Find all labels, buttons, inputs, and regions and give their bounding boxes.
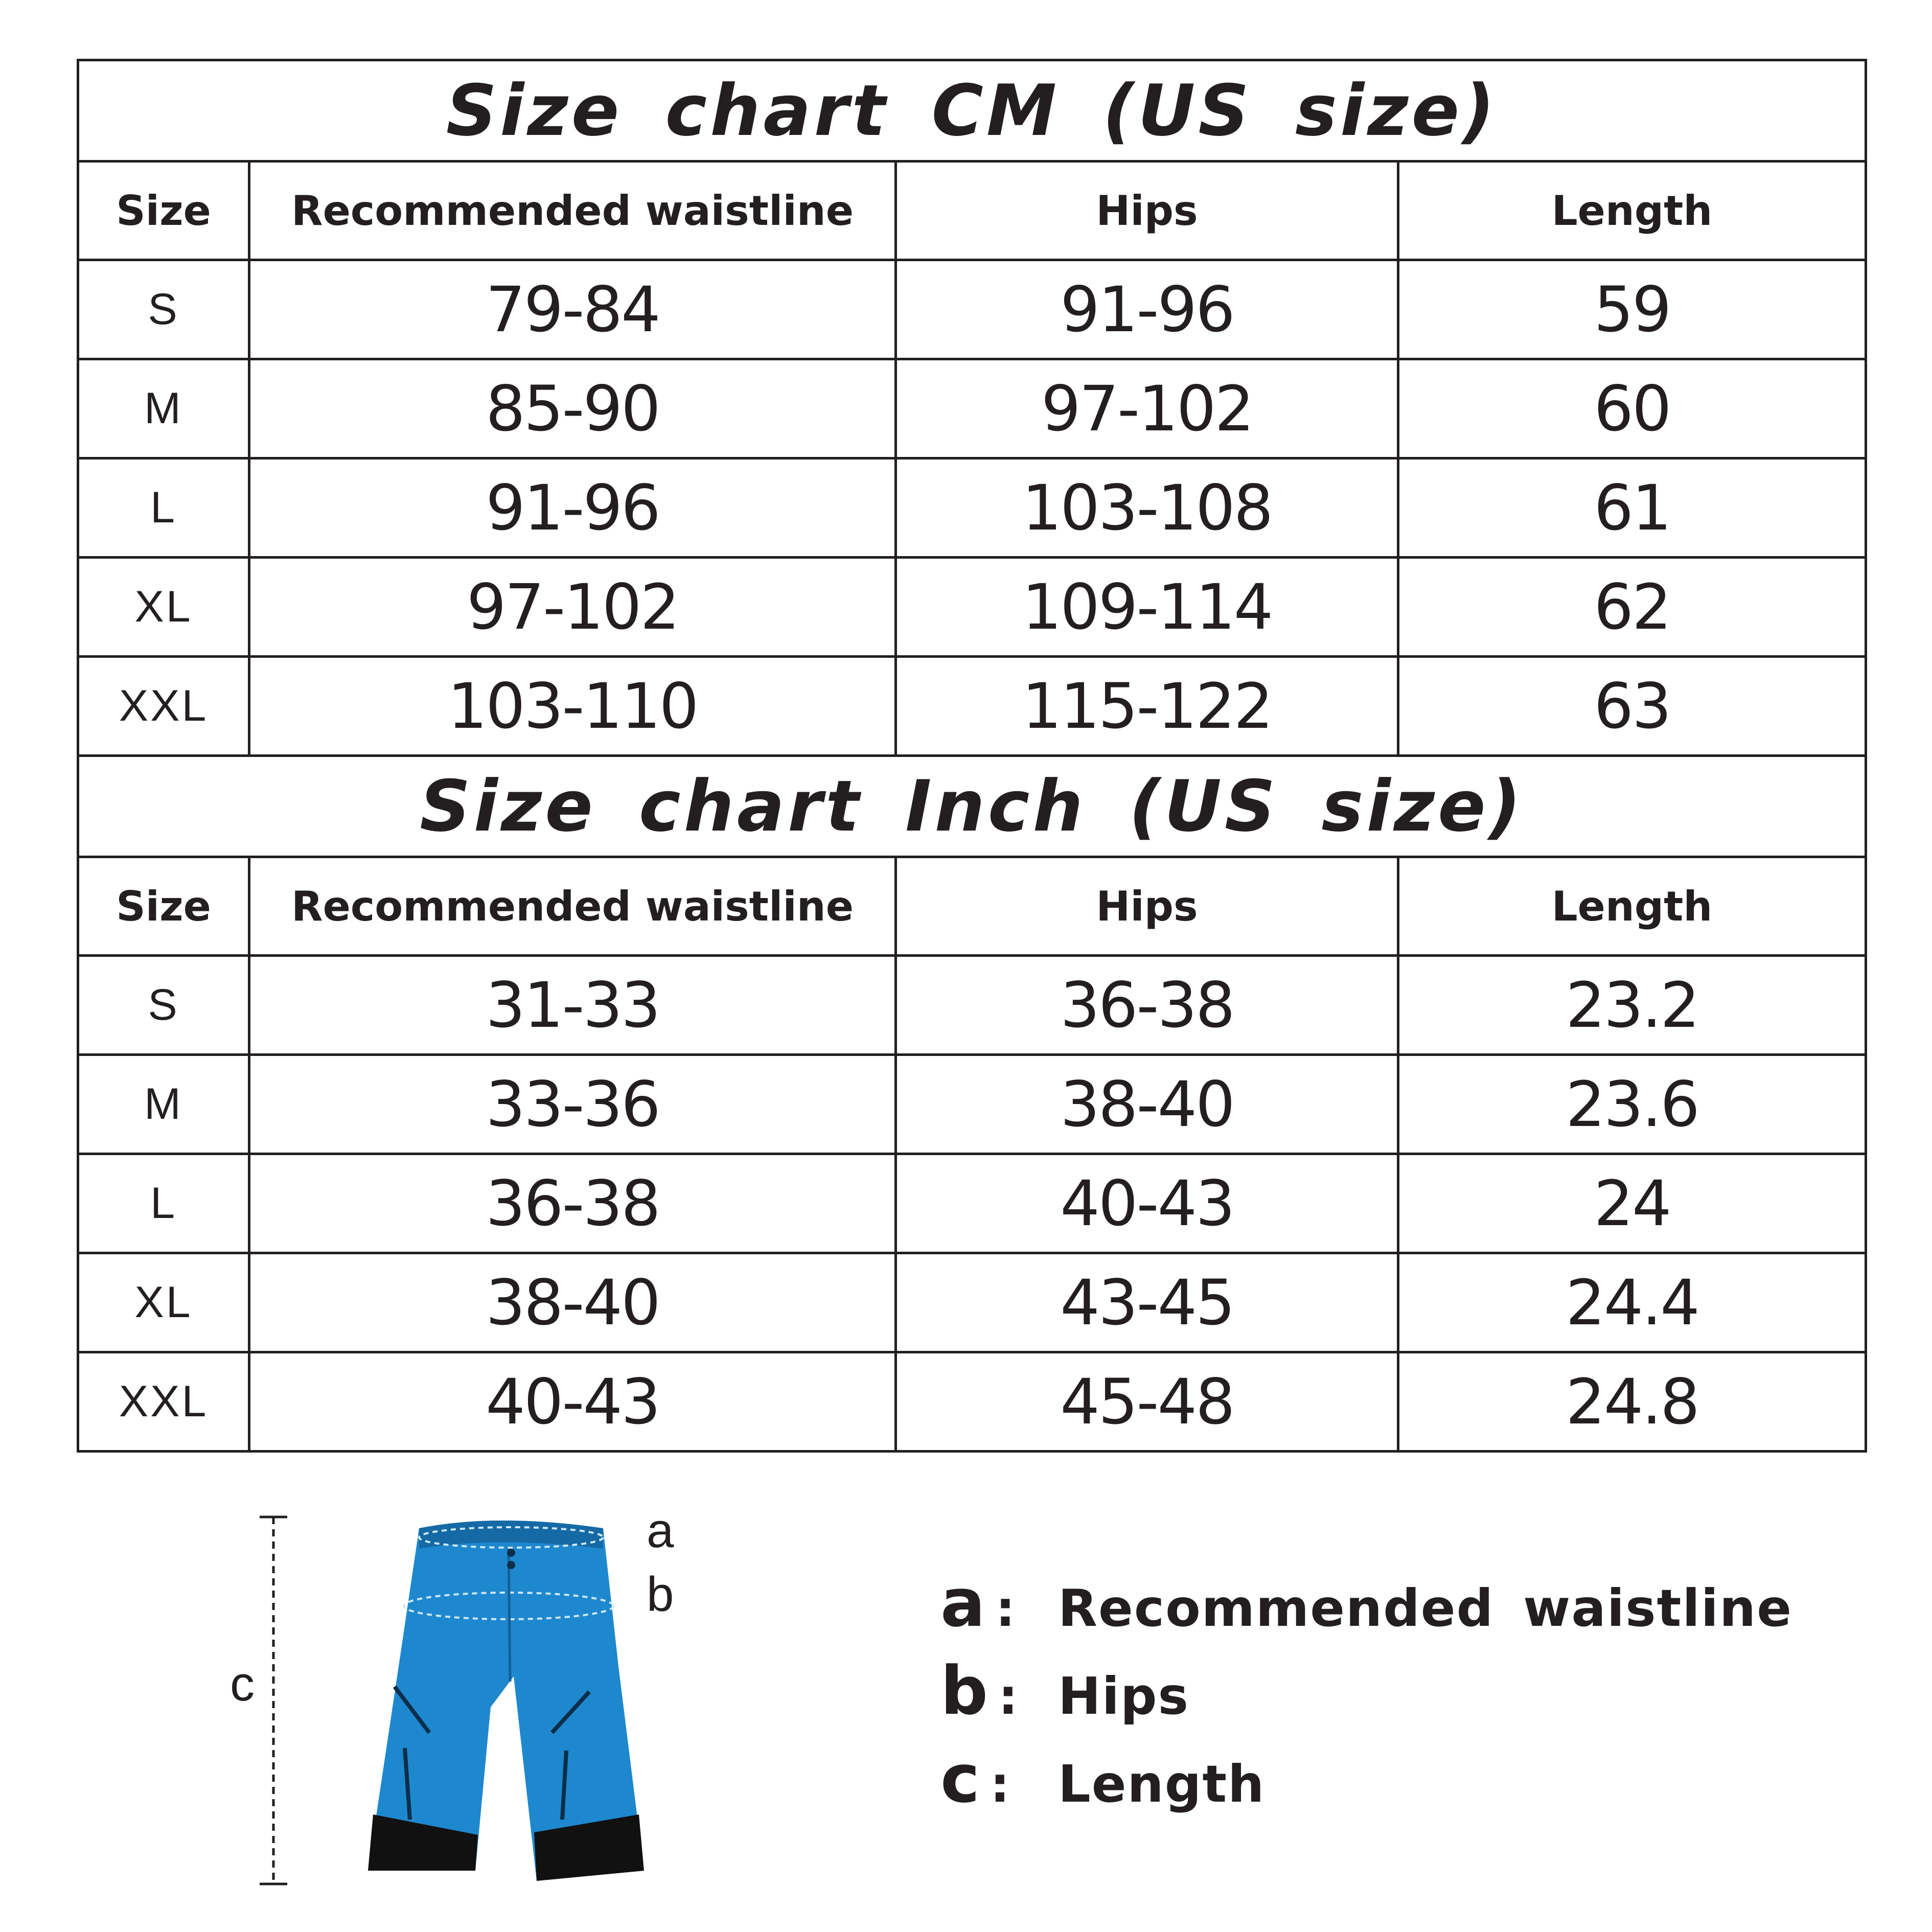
hips-value: 40-43 xyxy=(1060,1167,1234,1240)
inch-chart-length-cell xyxy=(1398,956,1866,1055)
inch-chart-waist-cell xyxy=(249,1253,896,1352)
cm-chart-waist-cell xyxy=(249,558,896,657)
waist-value: 79-84 xyxy=(486,273,659,346)
legend-colon: : xyxy=(998,1668,1018,1726)
cm-chart-length-cell xyxy=(1398,458,1866,558)
hips-value: 103-108 xyxy=(1022,471,1272,544)
inch-chart-title: Size chart Inch (US size) xyxy=(420,765,1524,847)
waist-value: 38-40 xyxy=(486,1266,659,1339)
length-value: 63 xyxy=(1594,670,1670,743)
size-label: L xyxy=(150,483,177,532)
cm-chart-table-row xyxy=(78,458,1866,558)
legend-label: Recommended waistline xyxy=(1058,1578,1793,1638)
size-label: XXL xyxy=(119,681,209,730)
cm-chart-header-row xyxy=(78,162,1866,260)
inch-chart-hips-cell xyxy=(896,956,1398,1055)
size-label: XL xyxy=(134,1278,193,1327)
cm-chart-table-row xyxy=(78,260,1866,359)
cm-chart-length-cell xyxy=(1398,558,1866,657)
cm-chart-waist-cell xyxy=(249,458,896,558)
inch-chart-table-row xyxy=(78,956,1866,1055)
size-chart-table xyxy=(77,59,1867,1453)
cm-chart-table-row xyxy=(78,359,1866,458)
inch-chart-hips-cell xyxy=(896,1352,1398,1452)
size-label: M xyxy=(144,1079,183,1129)
cm-chart-header-cell xyxy=(1398,162,1866,260)
legend-item xyxy=(940,1740,1809,1828)
waist-value: 31-33 xyxy=(486,969,659,1042)
cm-chart-table-row xyxy=(78,558,1866,657)
legend-colon: : xyxy=(995,1580,1016,1638)
length-value: 23.2 xyxy=(1566,969,1698,1042)
inch-chart-size-cell xyxy=(78,956,249,1055)
inch-chart-hips-cell xyxy=(896,1055,1398,1154)
inch-chart-header-cell xyxy=(249,857,896,956)
waist-value: 36-38 xyxy=(486,1167,659,1240)
legend-key xyxy=(940,1740,1058,1818)
length-value: 59 xyxy=(1594,273,1670,346)
cm-chart-hips-cell xyxy=(896,558,1398,657)
hips-value: 43-45 xyxy=(1060,1266,1234,1339)
cm-chart-hips-cell xyxy=(896,260,1398,359)
waist-value: 103-110 xyxy=(447,670,698,743)
size-label: S xyxy=(148,980,179,1029)
inch-chart-header-cell xyxy=(896,857,1398,956)
inch-chart-table-row xyxy=(78,1352,1866,1452)
cm-chart-title: Size chart CM (US size) xyxy=(446,70,1498,152)
inch-chart-length-cell xyxy=(1398,1253,1866,1352)
inch-chart-header-row xyxy=(78,857,1866,956)
dim-label-a: a xyxy=(647,1503,674,1558)
cm-chart-hips-cell xyxy=(896,657,1398,756)
legend-colon: : xyxy=(990,1756,1010,1813)
cm-chart-size-cell xyxy=(78,657,249,756)
legend-label: Length xyxy=(1058,1754,1266,1814)
legend-key xyxy=(940,1564,1058,1642)
cm-chart-header-label: Size xyxy=(116,187,211,235)
cm-chart-waist-cell xyxy=(249,359,896,458)
legend-letter: b xyxy=(940,1652,988,1730)
cm-chart-header-label: Recommended waistline xyxy=(291,187,854,235)
inch-chart-header-cell xyxy=(1398,857,1866,956)
inch-chart-table-row xyxy=(78,1154,1866,1253)
legend-item xyxy=(940,1564,1809,1652)
cm-chart-size-cell xyxy=(78,458,249,558)
dim-label-b: b xyxy=(647,1567,674,1622)
cm-chart-length-cell xyxy=(1398,657,1866,756)
inch-chart-length-cell xyxy=(1398,1352,1866,1452)
length-value: 24 xyxy=(1594,1167,1670,1240)
length-value: 23.6 xyxy=(1566,1068,1698,1141)
cm-chart-title-cell xyxy=(78,60,1866,162)
inch-chart-waist-cell xyxy=(249,1352,896,1452)
inch-chart-length-cell xyxy=(1398,1055,1866,1154)
size-label: XXL xyxy=(119,1377,209,1426)
size-label: S xyxy=(148,285,179,334)
hips-value: 91-96 xyxy=(1060,273,1234,346)
cm-chart-waist-cell xyxy=(249,260,896,359)
hips-value: 36-38 xyxy=(1060,969,1234,1042)
legend-label: Hips xyxy=(1058,1666,1190,1726)
hips-value: 38-40 xyxy=(1060,1068,1234,1141)
hips-value: 109-114 xyxy=(1022,570,1272,643)
inch-chart-waist-cell xyxy=(249,1154,896,1253)
size-chart-tables xyxy=(77,59,1865,1446)
dim-label-c: c xyxy=(230,1657,255,1711)
inch-chart-title-cell xyxy=(78,756,1866,857)
legend-letter: c xyxy=(940,1740,980,1818)
inch-chart-length-cell xyxy=(1398,1154,1866,1253)
size-label: L xyxy=(150,1179,177,1228)
cm-chart-table-row xyxy=(78,657,1866,756)
inch-chart-header-label: Recommended waistline xyxy=(291,882,854,930)
inch-chart-size-cell xyxy=(78,1154,249,1253)
inch-chart-size-cell xyxy=(78,1253,249,1352)
inch-chart-hips-cell xyxy=(896,1253,1398,1352)
waist-value: 40-43 xyxy=(486,1365,659,1438)
length-value: 61 xyxy=(1594,471,1670,544)
shorts-illustration xyxy=(215,1492,705,1891)
cm-chart-header-cell xyxy=(78,162,249,260)
legend-letter: a xyxy=(940,1564,985,1642)
inch-chart-title-row xyxy=(78,756,1866,857)
inch-chart-table-row xyxy=(78,1055,1866,1154)
inch-chart-size-cell xyxy=(78,1352,249,1452)
inch-chart-waist-cell xyxy=(249,956,896,1055)
waist-value: 91-96 xyxy=(486,471,659,544)
shorts-image xyxy=(215,1492,705,1891)
legend-item xyxy=(940,1652,1809,1740)
length-value: 62 xyxy=(1594,570,1670,643)
cm-chart-title-row xyxy=(78,60,1866,162)
inch-chart-header-label: Length xyxy=(1551,882,1713,930)
cm-chart-size-cell xyxy=(78,558,249,657)
inch-chart-header-cell xyxy=(78,857,249,956)
cm-chart-length-cell xyxy=(1398,260,1866,359)
cm-chart-hips-cell xyxy=(896,458,1398,558)
cm-chart-waist-cell xyxy=(249,657,896,756)
measurement-legend xyxy=(940,1564,1809,1828)
cm-chart-length-cell xyxy=(1398,359,1866,458)
inch-chart-hips-cell xyxy=(896,1154,1398,1253)
waist-value: 33-36 xyxy=(486,1068,659,1141)
waist-value: 85-90 xyxy=(486,372,659,445)
waist-value: 97-102 xyxy=(466,570,679,643)
inch-chart-header-label: Hips xyxy=(1096,882,1198,930)
hips-value: 97-102 xyxy=(1041,372,1253,445)
legend-key xyxy=(940,1652,1058,1730)
length-value: 24.8 xyxy=(1566,1365,1698,1438)
length-value: 60 xyxy=(1594,372,1670,445)
inch-chart-table-row xyxy=(78,1253,1866,1352)
cm-chart-size-cell xyxy=(78,260,249,359)
hips-value: 45-48 xyxy=(1060,1365,1234,1438)
inch-chart-waist-cell xyxy=(249,1055,896,1154)
cm-chart-hips-cell xyxy=(896,359,1398,458)
size-label: XL xyxy=(134,582,193,631)
cm-chart-header-cell xyxy=(249,162,896,260)
cm-chart-header-label: Hips xyxy=(1096,187,1198,235)
cm-chart-header-label: Length xyxy=(1551,187,1713,235)
size-label: M xyxy=(144,384,183,433)
cm-chart-size-cell xyxy=(78,359,249,458)
cm-chart-header-cell xyxy=(896,162,1398,260)
inch-chart-header-label: Size xyxy=(116,882,211,930)
hips-value: 115-122 xyxy=(1022,670,1272,743)
inch-chart-size-cell xyxy=(78,1055,249,1154)
length-value: 24.4 xyxy=(1566,1266,1698,1339)
